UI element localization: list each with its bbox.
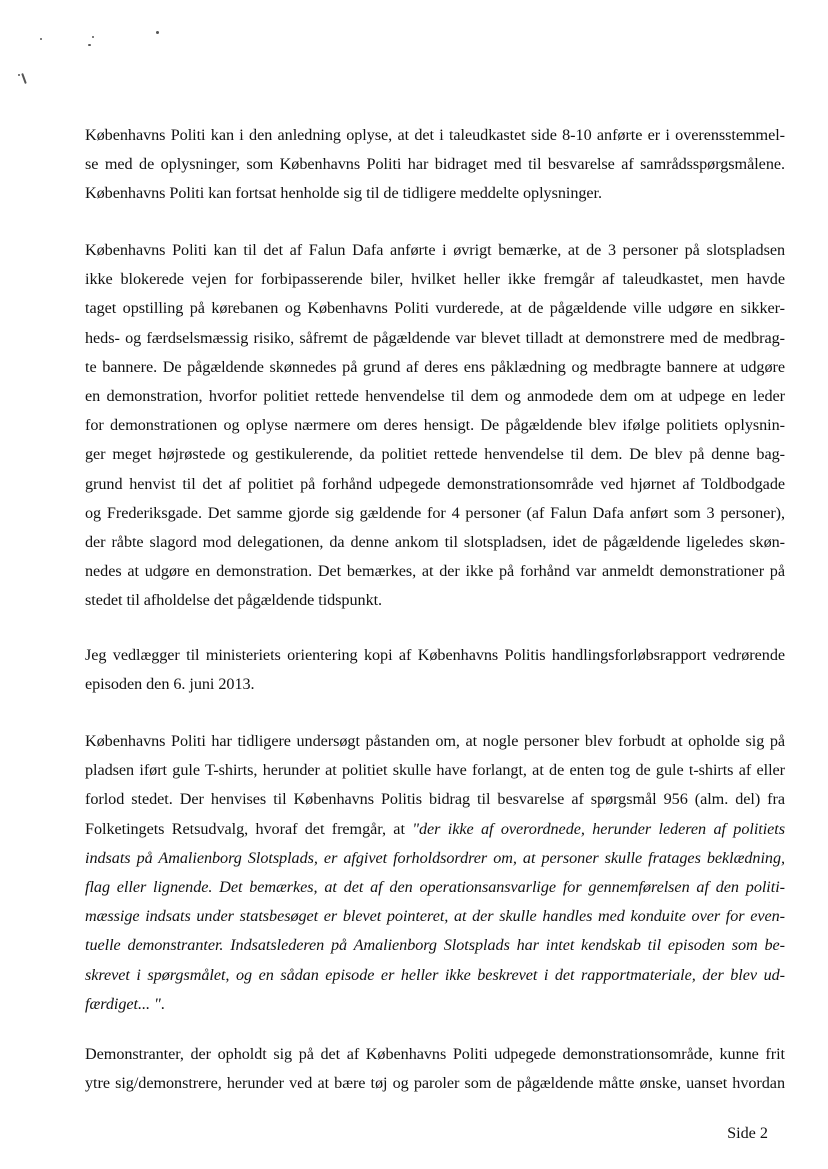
text-line: ikke blokerede vejen for forbipasserende biler, hvilket heller ikke fremgår af taleudkastet, men havde bbox=[85, 270, 785, 289]
text-line: taget opstilling på kørebanen og Københavns Politi vurderede, at de pågældende ville udgøre en sikker- bbox=[85, 299, 785, 318]
quote-text: færdiget... " bbox=[85, 994, 161, 1013]
text-line: for demonstrationen og oplyse nærmere om deres hensigt. De pågældende blev ifølge politiets oplysnin- bbox=[85, 416, 785, 435]
scan-speck bbox=[92, 36, 94, 38]
text-line: nedes at udgøre en demonstration. Det bemærkes, at der ikke på forhånd var anmeldt demonstrationer på bbox=[85, 562, 785, 581]
page-number: Side 2 bbox=[727, 1124, 768, 1142]
scan-speck bbox=[40, 38, 42, 40]
text-line-mixed bbox=[85, 990, 785, 1019]
scan-speck bbox=[156, 31, 159, 34]
plain-text: Folketingets Retsudvalg, hvoraf det fremgår, at bbox=[85, 819, 413, 838]
text-line: Jeg vedlægger til ministeriets orientering kopi af Københavns Politis handlingsforløbsrapport vedrørende bbox=[85, 646, 785, 664]
quote-line: skrevet i spørgsmålet, og en sådan episode er heller ikke beskrevet i det rapportmateriale, der blev ud- bbox=[85, 965, 785, 984]
text-line: en demonstration, hvorfor politiet rettede henvendelse til dem og anmodede dem om at udpege en leder bbox=[85, 386, 785, 405]
text-line: heds- og færdselsmæssig risiko, såfremt de pågældende var blevet tilladt at demonstrere med de medbrag- bbox=[85, 328, 785, 347]
text-line: Demonstranter, der opholdt sig på det af Københavns Politi udpegede demonstrationsområde, kunne frit bbox=[85, 1045, 785, 1063]
paragraph-2 bbox=[85, 236, 785, 615]
quote-text: "der ikke af overordnede, herunder lederen af politiets bbox=[412, 819, 785, 838]
quote-line: indsats på Amalienborg Slotsplads, er afgivet forholdsordrer om, at personer skulle fratages beklædning, bbox=[85, 848, 785, 867]
text-line: ytre sig/demonstrere, herunder ved at bære tøj og paroler som de pågældende måtte ønske, uanset hvordan bbox=[85, 1074, 785, 1093]
text-line: forlod stedet. Der henvises til Københavns Politis bidrag til besvarelse af spørgsmål 956 (alm. del) fra bbox=[85, 790, 785, 809]
plain-text: . bbox=[160, 994, 165, 1013]
text-line: og Frederiksgade. Det samme gjorde sig gældende for 4 personer (af Falun Dafa anført som 3 personer), bbox=[85, 503, 785, 522]
text-line: der råbte slagord mod delegationen, da denne ankom til slotspladsen, idet de pågældende ligeledes skøn- bbox=[85, 532, 785, 551]
paragraph-3 bbox=[85, 641, 785, 699]
text-line: te bannere. De pågældende skønnedes på grund af deres ens påklædning og medbragte bannere at udgøre bbox=[85, 357, 785, 376]
text-line: Københavns Politi har tidligere undersøgt påstanden om, at nogle personer blev forbudt at opholde sig på bbox=[85, 732, 785, 750]
scan-speck bbox=[21, 73, 27, 84]
quote-line: tuelle demonstranter. Indsatslederen på Amalienborg Slotsplads har intet kendskab til episoden som be- bbox=[85, 936, 785, 955]
scan-speck bbox=[88, 44, 91, 46]
paragraph-5 bbox=[85, 1040, 785, 1098]
text-line: episoden den 6. juni 2013. bbox=[85, 675, 255, 694]
quote-line: mæssige indsats under statsbesøget er blevet pointeret, at der skulle handles med konduite over for even- bbox=[85, 907, 785, 926]
text-line: Københavns Politi kan til det af Falun Dafa anførte i øvrigt bemærke, at de 3 personer på slotspladsen bbox=[85, 241, 785, 259]
text-line: grund henvist til det af politiet på forhånd udpegede demonstrationsområde ved hjørnet af Toldbodgade bbox=[85, 474, 785, 493]
scan-speck bbox=[18, 74, 20, 76]
text-line: pladsen iført gule T-shirts, herunder at politiet skulle have forlangt, at de enten tog de gule t-shirts af eller bbox=[85, 761, 785, 780]
text-line: Københavns Politi kan fortsat henholde sig til de tidligere meddelte oplysninger. bbox=[85, 184, 603, 203]
text-line: stedet til afholdelse det pågældende tidspunkt. bbox=[85, 591, 383, 610]
text-line: se med de oplysninger, som Københavns Politi har bidraget med til besvarelse af samrådsspørgsmålene. bbox=[85, 155, 785, 174]
paragraph-4 bbox=[85, 727, 785, 1019]
text-line: Københavns Politi kan i den anledning oplyse, at det i taleudkastet side 8-10 anførte er i overensstemmel- bbox=[85, 126, 785, 144]
text-line-mixed bbox=[85, 815, 785, 844]
text-line: ger meget højrøstede og gestikulerende, da politiet rettede henvendelse til dem. De blev på denne bag- bbox=[85, 445, 785, 464]
quote-line: flag eller lignende. Det bemærkes, at det af den operationsansvarlige for gennemførelsen af den politi- bbox=[85, 877, 785, 896]
paragraph-1 bbox=[85, 121, 785, 209]
